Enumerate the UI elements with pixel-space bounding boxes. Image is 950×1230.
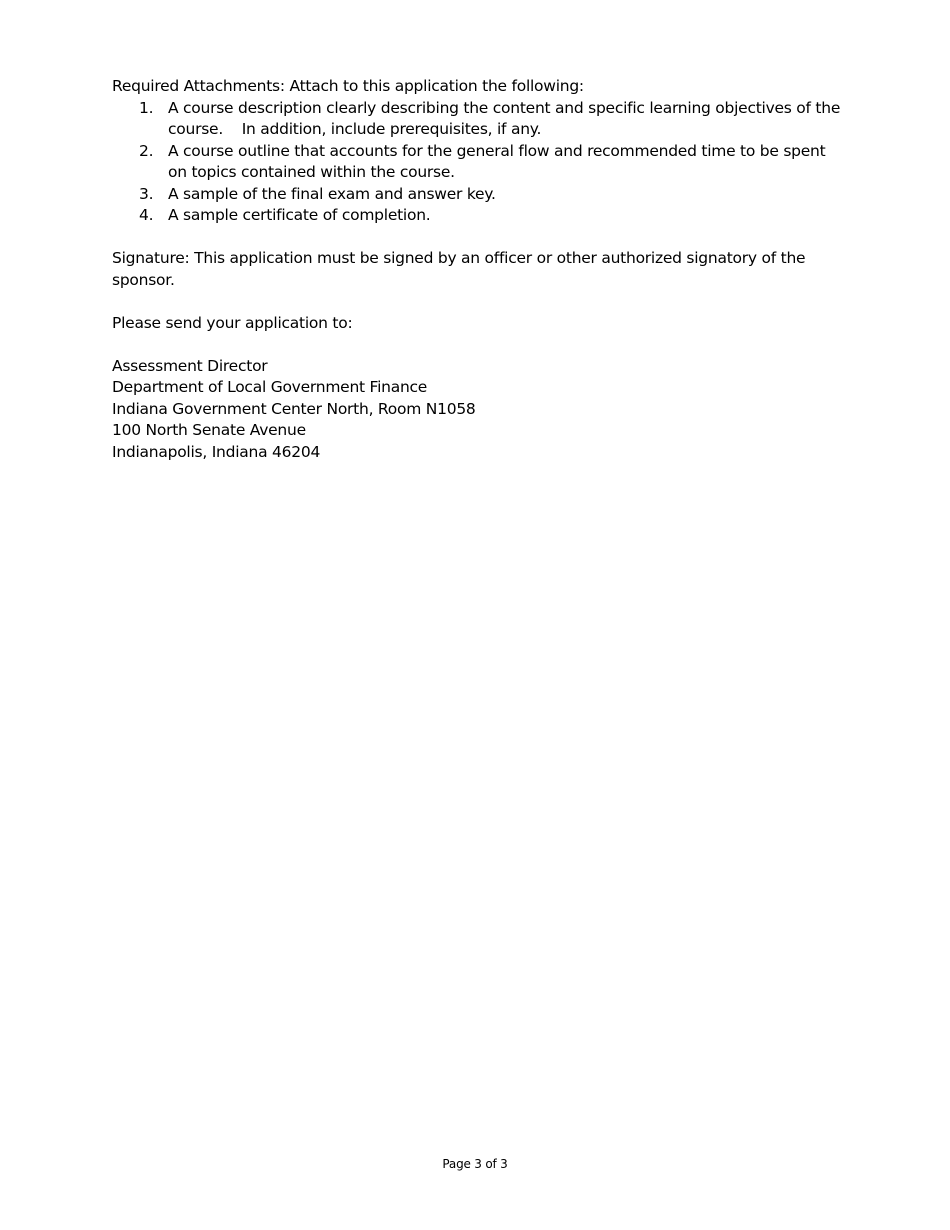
attachments-list	[112, 98, 845, 227]
attachments-heading: Required Attachments: Attach to this application the following:	[112, 77, 584, 95]
mailing-address	[112, 356, 842, 464]
list-item	[112, 141, 842, 184]
list-item	[112, 184, 842, 206]
address-line: Indianapolis, Indiana 46204	[112, 442, 321, 461]
list-item-number: 4.	[139, 206, 154, 224]
address-line: Assessment Director	[112, 356, 268, 375]
list-item	[112, 205, 842, 227]
address-line: Department of Local Government Finance	[112, 378, 428, 396]
spacer	[112, 227, 842, 249]
list-item-text: A course description clearly describing the content and specific learning objectives of the course. In addition, include prerequisites, if any.	[168, 98, 845, 138]
list-item	[112, 98, 845, 141]
list-item-text: A course outline that accounts for the general flow and recommended time to be spent on topics contained within the course.	[168, 141, 826, 181]
list-item-number: 3.	[139, 184, 154, 203]
send-to-intro: Please send your application to:	[112, 313, 353, 332]
address-line: Indiana Government Center North, Room N1058	[112, 399, 476, 418]
list-item-number: 1.	[139, 98, 154, 117]
document-body	[112, 76, 845, 463]
address-line: 100 North Senate Avenue	[112, 421, 306, 439]
list-item-text: A sample certificate of completion.	[168, 206, 431, 224]
page-number: Page 3 of 3	[442, 1157, 508, 1171]
signature-paragraph: Signature: This application must be signed by an officer or other authorized signatory of the sponsor.	[112, 249, 806, 289]
spacer	[112, 291, 842, 313]
list-item-text: A sample of the final exam and answer key.	[168, 184, 496, 203]
list-item-number: 2.	[139, 141, 154, 160]
spacer	[112, 334, 842, 356]
